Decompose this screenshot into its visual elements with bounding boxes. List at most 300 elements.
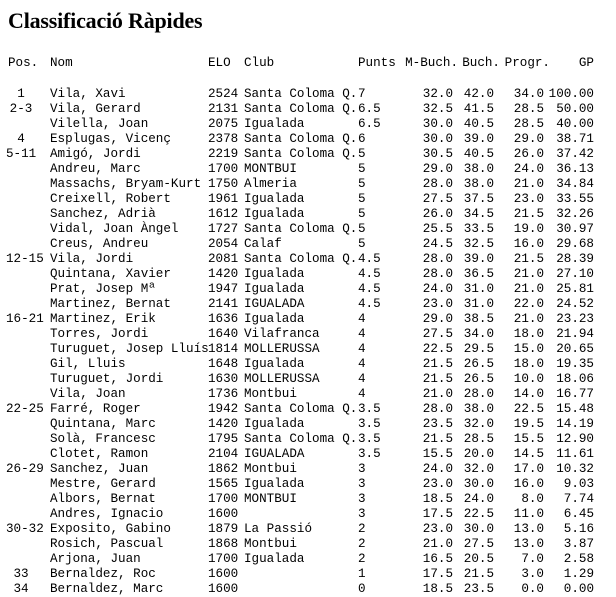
header-nom: Nom <box>50 56 73 70</box>
cell-elo: 2054 <box>208 237 239 251</box>
cell-club: Igualada <box>244 192 305 206</box>
cell-gp: 19.35 <box>556 357 594 371</box>
cell-mbuch: 17.5 <box>422 567 453 581</box>
cell-punts: 4 <box>358 357 366 371</box>
header-buch: Buch. <box>462 56 500 70</box>
cell-club: MONTBUI <box>244 162 297 176</box>
cell-elo: 1600 <box>208 582 239 596</box>
cell-mbuch: 24.5 <box>422 237 453 251</box>
cell-buch: 32.0 <box>463 462 494 476</box>
cell-nom: Creus, Andreu <box>50 237 149 251</box>
cell-buch: 38.0 <box>463 177 494 191</box>
table-row <box>0 117 616 132</box>
cell-club: Santa Coloma Q. <box>244 222 358 236</box>
cell-punts: 3.5 <box>358 417 381 431</box>
cell-mbuch: 23.5 <box>422 417 453 431</box>
cell-progr: 10.0 <box>513 372 544 386</box>
table-row <box>0 132 616 147</box>
cell-club: IGUALADA <box>244 297 305 311</box>
cell-buch: 28.0 <box>463 387 494 401</box>
cell-nom: Sanchez, Juan <box>50 462 149 476</box>
cell-punts: 7 <box>358 87 366 101</box>
cell-nom: Torres, Jordi <box>50 327 149 341</box>
cell-progr: 13.0 <box>513 537 544 551</box>
table-row <box>0 357 616 372</box>
cell-nom: Vidal, Joan Àngel <box>50 222 179 236</box>
table-row <box>0 417 616 432</box>
cell-nom: Sanchez, Adrià <box>50 207 156 221</box>
cell-elo: 2219 <box>208 147 239 161</box>
cell-elo: 2141 <box>208 297 239 311</box>
cell-mbuch: 29.0 <box>422 162 453 176</box>
cell-mbuch: 24.0 <box>422 282 453 296</box>
cell-progr: 11.0 <box>513 507 544 521</box>
table-row <box>0 537 616 552</box>
cell-punts: 3 <box>358 492 366 506</box>
cell-elo: 2081 <box>208 252 239 266</box>
cell-punts: 4 <box>358 312 366 326</box>
cell-mbuch: 23.0 <box>422 297 453 311</box>
cell-mbuch: 30.0 <box>422 132 453 146</box>
cell-progr: 34.0 <box>513 87 544 101</box>
cell-mbuch: 25.5 <box>422 222 453 236</box>
table-row <box>0 477 616 492</box>
cell-buch: 21.5 <box>463 567 494 581</box>
cell-elo: 1640 <box>208 327 239 341</box>
cell-mbuch: 18.5 <box>422 492 453 506</box>
cell-nom: Gil, Lluis <box>50 357 126 371</box>
cell-progr: 28.5 <box>513 102 544 116</box>
cell-gp: 38.71 <box>556 132 594 146</box>
cell-buch: 28.5 <box>463 432 494 446</box>
table-row <box>0 402 616 417</box>
table-row <box>0 177 616 192</box>
cell-gp: 11.61 <box>556 447 594 461</box>
cell-gp: 30.97 <box>556 222 594 236</box>
cell-pos: 22-25 <box>6 402 44 416</box>
table-row <box>0 282 616 297</box>
cell-elo: 1420 <box>208 417 239 431</box>
cell-buch: 20.0 <box>463 447 494 461</box>
cell-elo: 1700 <box>208 162 239 176</box>
header-club: Club <box>244 56 275 70</box>
cell-pos: 30-32 <box>6 522 44 536</box>
cell-punts: 5 <box>358 147 366 161</box>
cell-elo: 1630 <box>208 372 239 386</box>
cell-gp: 0.00 <box>563 582 594 596</box>
cell-progr: 14.0 <box>513 387 544 401</box>
cell-elo: 2131 <box>208 102 239 116</box>
cell-progr: 0.0 <box>521 582 544 596</box>
cell-club: Santa Coloma Q. <box>244 252 358 266</box>
cell-elo: 2378 <box>208 132 239 146</box>
cell-buch: 20.5 <box>463 552 494 566</box>
cell-nom: Martinez, Bernat <box>50 297 171 311</box>
table-row <box>0 207 616 222</box>
cell-punts: 6.5 <box>358 102 381 116</box>
cell-progr: 21.0 <box>513 177 544 191</box>
cell-club: Santa Coloma Q. <box>244 147 358 161</box>
cell-punts: 5 <box>358 192 366 206</box>
cell-buch: 37.5 <box>463 192 494 206</box>
cell-progr: 8.0 <box>521 492 544 506</box>
cell-punts: 0 <box>358 582 366 596</box>
cell-gp: 9.03 <box>563 477 594 491</box>
cell-progr: 14.5 <box>513 447 544 461</box>
cell-elo: 1565 <box>208 477 239 491</box>
table-row <box>0 447 616 462</box>
cell-progr: 7.0 <box>521 552 544 566</box>
table-row <box>0 552 616 567</box>
cell-gp: 29.68 <box>556 237 594 251</box>
cell-buch: 24.0 <box>463 492 494 506</box>
cell-punts: 6.5 <box>358 117 381 131</box>
cell-club: Santa Coloma Q. <box>244 102 358 116</box>
cell-gp: 37.42 <box>556 147 594 161</box>
cell-progr: 16.0 <box>513 477 544 491</box>
cell-nom: Rosich, Pascual <box>50 537 164 551</box>
cell-progr: 21.0 <box>513 267 544 281</box>
cell-progr: 21.5 <box>513 252 544 266</box>
cell-progr: 26.0 <box>513 147 544 161</box>
cell-progr: 23.0 <box>513 192 544 206</box>
table-row <box>0 327 616 342</box>
cell-buch: 30.0 <box>463 522 494 536</box>
cell-gp: 40.00 <box>556 117 594 131</box>
cell-gp: 21.94 <box>556 327 594 341</box>
cell-elo: 1814 <box>208 342 239 356</box>
cell-mbuch: 15.5 <box>422 447 453 461</box>
cell-progr: 19.5 <box>513 417 544 431</box>
cell-gp: 2.58 <box>563 552 594 566</box>
cell-buch: 23.5 <box>463 582 494 596</box>
cell-punts: 2 <box>358 522 366 536</box>
cell-mbuch: 24.0 <box>422 462 453 476</box>
cell-punts: 2 <box>358 537 366 551</box>
cell-mbuch: 32.5 <box>422 102 453 116</box>
cell-gp: 10.32 <box>556 462 594 476</box>
cell-elo: 1612 <box>208 207 239 221</box>
cell-buch: 36.5 <box>463 267 494 281</box>
cell-elo: 1700 <box>208 552 239 566</box>
cell-mbuch: 28.0 <box>422 177 453 191</box>
cell-club: Igualada <box>244 477 305 491</box>
cell-pos: 26-29 <box>6 462 44 476</box>
cell-mbuch: 30.0 <box>422 117 453 131</box>
cell-punts: 5 <box>358 162 366 176</box>
cell-mbuch: 16.5 <box>422 552 453 566</box>
cell-elo: 1879 <box>208 522 239 536</box>
cell-gp: 24.52 <box>556 297 594 311</box>
cell-gp: 18.06 <box>556 372 594 386</box>
cell-club: Igualada <box>244 312 305 326</box>
cell-club: Santa Coloma Q. <box>244 402 358 416</box>
cell-mbuch: 21.0 <box>422 537 453 551</box>
cell-nom: Vila, Jordi <box>50 252 134 266</box>
table-header <box>0 56 616 71</box>
cell-gp: 20.65 <box>556 342 594 356</box>
cell-pos: 12-15 <box>6 252 44 266</box>
cell-nom: Vilella, Joan <box>50 117 149 131</box>
page-title: Classificació Ràpides <box>8 8 203 33</box>
cell-buch: 31.0 <box>463 282 494 296</box>
table-row <box>0 387 616 402</box>
cell-progr: 19.0 <box>513 222 544 236</box>
cell-punts: 5 <box>358 207 366 221</box>
table-row <box>0 342 616 357</box>
cell-progr: 24.0 <box>513 162 544 176</box>
cell-mbuch: 27.5 <box>422 327 453 341</box>
cell-punts: 4.5 <box>358 297 381 311</box>
cell-mbuch: 26.0 <box>422 207 453 221</box>
cell-punts: 3 <box>358 477 366 491</box>
cell-progr: 17.0 <box>513 462 544 476</box>
table-row <box>0 297 616 312</box>
table-row <box>0 372 616 387</box>
table-row <box>0 312 616 327</box>
cell-buch: 30.0 <box>463 477 494 491</box>
cell-elo: 1600 <box>208 507 239 521</box>
cell-pos: 16-21 <box>6 312 44 326</box>
cell-mbuch: 18.5 <box>422 582 453 596</box>
table-row <box>0 252 616 267</box>
cell-punts: 4.5 <box>358 267 381 281</box>
cell-gp: 16.77 <box>556 387 594 401</box>
cell-punts: 5 <box>358 237 366 251</box>
cell-nom: Esplugas, Vicenç <box>50 132 171 146</box>
cell-gp: 6.45 <box>563 507 594 521</box>
standings-table <box>0 56 616 597</box>
table-row <box>0 162 616 177</box>
cell-progr: 22.0 <box>513 297 544 311</box>
cell-elo: 2104 <box>208 447 239 461</box>
cell-mbuch: 21.5 <box>422 372 453 386</box>
cell-nom: Quintana, Marc <box>50 417 156 431</box>
cell-club: Montbui <box>244 387 297 401</box>
cell-gp: 15.48 <box>556 402 594 416</box>
cell-pos: 5-11 <box>6 147 37 161</box>
cell-nom: Creixell, Robert <box>50 192 171 206</box>
cell-elo: 2075 <box>208 117 239 131</box>
header-gp: GP <box>578 56 594 70</box>
cell-punts: 4 <box>358 387 366 401</box>
cell-gp: 33.55 <box>556 192 594 206</box>
cell-buch: 26.5 <box>463 372 494 386</box>
cell-punts: 3.5 <box>358 402 381 416</box>
cell-progr: 21.0 <box>513 282 544 296</box>
cell-club: La Passió <box>244 522 313 536</box>
table-row <box>0 267 616 282</box>
header-mbuch: M-Buch. <box>405 56 458 70</box>
cell-progr: 15.0 <box>513 342 544 356</box>
cell-elo: 1727 <box>208 222 239 236</box>
cell-club: MOLLERUSSA <box>244 342 320 356</box>
cell-nom: Mestre, Gerard <box>50 477 156 491</box>
cell-club: MONTBUI <box>244 492 297 506</box>
cell-club: Igualada <box>244 357 305 371</box>
cell-elo: 1600 <box>208 567 239 581</box>
cell-gp: 14.19 <box>556 417 594 431</box>
cell-progr: 22.5 <box>513 402 544 416</box>
cell-buch: 32.0 <box>463 417 494 431</box>
cell-punts: 4.5 <box>358 252 381 266</box>
cell-club: Santa Coloma Q. <box>244 132 358 146</box>
table-row <box>0 237 616 252</box>
cell-punts: 3.5 <box>358 432 381 446</box>
cell-gp: 5.16 <box>563 522 594 536</box>
cell-mbuch: 21.5 <box>422 357 453 371</box>
cell-gp: 7.74 <box>563 492 594 506</box>
cell-mbuch: 30.5 <box>422 147 453 161</box>
cell-progr: 29.0 <box>513 132 544 146</box>
cell-elo: 1700 <box>208 492 239 506</box>
cell-buch: 39.0 <box>463 252 494 266</box>
cell-nom: Turuguet, Josep Lluís <box>50 342 209 356</box>
table-row <box>0 462 616 477</box>
table-row <box>0 87 616 102</box>
cell-punts: 5 <box>358 222 366 236</box>
cell-gp: 32.26 <box>556 207 594 221</box>
cell-pos: 2-3 <box>9 102 33 116</box>
cell-elo: 1947 <box>208 282 239 296</box>
header-elo: ELO <box>208 56 231 70</box>
cell-nom: Vila, Gerard <box>50 102 141 116</box>
cell-elo: 1862 <box>208 462 239 476</box>
cell-buch: 22.5 <box>463 507 494 521</box>
table-row <box>0 507 616 522</box>
cell-elo: 1648 <box>208 357 239 371</box>
cell-progr: 16.0 <box>513 237 544 251</box>
cell-gp: 3.87 <box>563 537 594 551</box>
cell-gp: 36.13 <box>556 162 594 176</box>
cell-club: Igualada <box>244 282 305 296</box>
cell-club: Vilafranca <box>244 327 320 341</box>
cell-elo: 1868 <box>208 537 239 551</box>
table-row <box>0 222 616 237</box>
cell-mbuch: 28.0 <box>422 402 453 416</box>
cell-nom: Vila, Xavi <box>50 87 126 101</box>
cell-gp: 50.00 <box>556 102 594 116</box>
cell-mbuch: 29.0 <box>422 312 453 326</box>
cell-punts: 3.5 <box>358 447 381 461</box>
cell-buch: 41.5 <box>463 102 494 116</box>
cell-nom: Farré, Roger <box>50 402 141 416</box>
cell-elo: 2524 <box>208 87 239 101</box>
cell-mbuch: 23.0 <box>422 477 453 491</box>
cell-elo: 1736 <box>208 387 239 401</box>
cell-nom: Exposito, Gabino <box>50 522 171 536</box>
cell-progr: 28.5 <box>513 117 544 131</box>
cell-club: Igualada <box>244 117 305 131</box>
cell-buch: 33.5 <box>463 222 494 236</box>
cell-club: IGUALADA <box>244 447 305 461</box>
cell-mbuch: 23.0 <box>422 522 453 536</box>
table-row <box>0 147 616 162</box>
cell-nom: Martinez, Erik <box>50 312 156 326</box>
cell-buch: 38.5 <box>463 312 494 326</box>
cell-punts: 2 <box>358 552 366 566</box>
cell-club: Almeria <box>244 177 297 191</box>
cell-nom: Turuguet, Jordi <box>50 372 164 386</box>
cell-gp: 27.10 <box>556 267 594 281</box>
cell-elo: 1795 <box>208 432 239 446</box>
cell-nom: Bernaldez, Marc <box>50 582 164 596</box>
table-row <box>0 492 616 507</box>
cell-progr: 18.0 <box>513 357 544 371</box>
cell-gp: 100.00 <box>548 87 594 101</box>
cell-nom: Prat, Josep Mª <box>50 282 156 296</box>
cell-nom: Andres, Ignacio <box>50 507 164 521</box>
cell-nom: Albors, Bernat <box>50 492 156 506</box>
cell-nom: Quintana, Xavier <box>50 267 171 281</box>
cell-buch: 38.0 <box>463 162 494 176</box>
cell-punts: 5 <box>358 177 366 191</box>
cell-punts: 4.5 <box>358 282 381 296</box>
cell-mbuch: 32.0 <box>422 87 453 101</box>
cell-pos: 33 <box>13 567 29 581</box>
cell-nom: Arjona, Juan <box>50 552 141 566</box>
cell-gp: 25.81 <box>556 282 594 296</box>
cell-mbuch: 21.0 <box>422 387 453 401</box>
cell-mbuch: 21.5 <box>422 432 453 446</box>
cell-club: Calaf <box>244 237 282 251</box>
cell-club: Igualada <box>244 267 305 281</box>
cell-nom: Solà, Francesc <box>50 432 156 446</box>
cell-elo: 1942 <box>208 402 239 416</box>
table-row <box>0 522 616 537</box>
header-progr: Progr. <box>504 56 550 70</box>
cell-buch: 31.0 <box>463 297 494 311</box>
cell-mbuch: 28.0 <box>422 267 453 281</box>
cell-punts: 6 <box>358 132 366 146</box>
cell-gp: 28.39 <box>556 252 594 266</box>
cell-buch: 42.0 <box>463 87 494 101</box>
cell-elo: 1961 <box>208 192 239 206</box>
cell-progr: 21.5 <box>513 207 544 221</box>
cell-buch: 40.5 <box>463 117 494 131</box>
cell-nom: Andreu, Marc <box>50 162 141 176</box>
cell-nom: Amigó, Jordi <box>50 147 141 161</box>
cell-elo: 1750 <box>208 177 239 191</box>
cell-pos: 1 <box>17 87 25 101</box>
cell-buch: 32.5 <box>463 237 494 251</box>
cell-buch: 29.5 <box>463 342 494 356</box>
cell-progr: 18.0 <box>513 327 544 341</box>
cell-nom: Bernaldez, Roc <box>50 567 156 581</box>
cell-punts: 4 <box>358 342 366 356</box>
cell-club: Igualada <box>244 417 305 431</box>
cell-punts: 3 <box>358 462 366 476</box>
cell-nom: Clotet, Ramon <box>50 447 149 461</box>
cell-buch: 27.5 <box>463 537 494 551</box>
cell-club: MOLLERUSSA <box>244 372 320 386</box>
cell-buch: 39.0 <box>463 132 494 146</box>
cell-buch: 38.0 <box>463 402 494 416</box>
cell-buch: 34.5 <box>463 207 494 221</box>
cell-mbuch: 22.5 <box>422 342 453 356</box>
cell-buch: 34.0 <box>463 327 494 341</box>
table-row <box>0 567 616 582</box>
table-row <box>0 432 616 447</box>
header-punts: Punts <box>358 56 396 70</box>
cell-pos: 4 <box>17 132 25 146</box>
cell-elo: 1636 <box>208 312 239 326</box>
cell-club: Montbui <box>244 537 297 551</box>
cell-club: Montbui <box>244 462 297 476</box>
cell-nom: Vila, Joan <box>50 387 126 401</box>
cell-club: Santa Coloma Q. <box>244 432 358 446</box>
cell-punts: 1 <box>358 567 366 581</box>
